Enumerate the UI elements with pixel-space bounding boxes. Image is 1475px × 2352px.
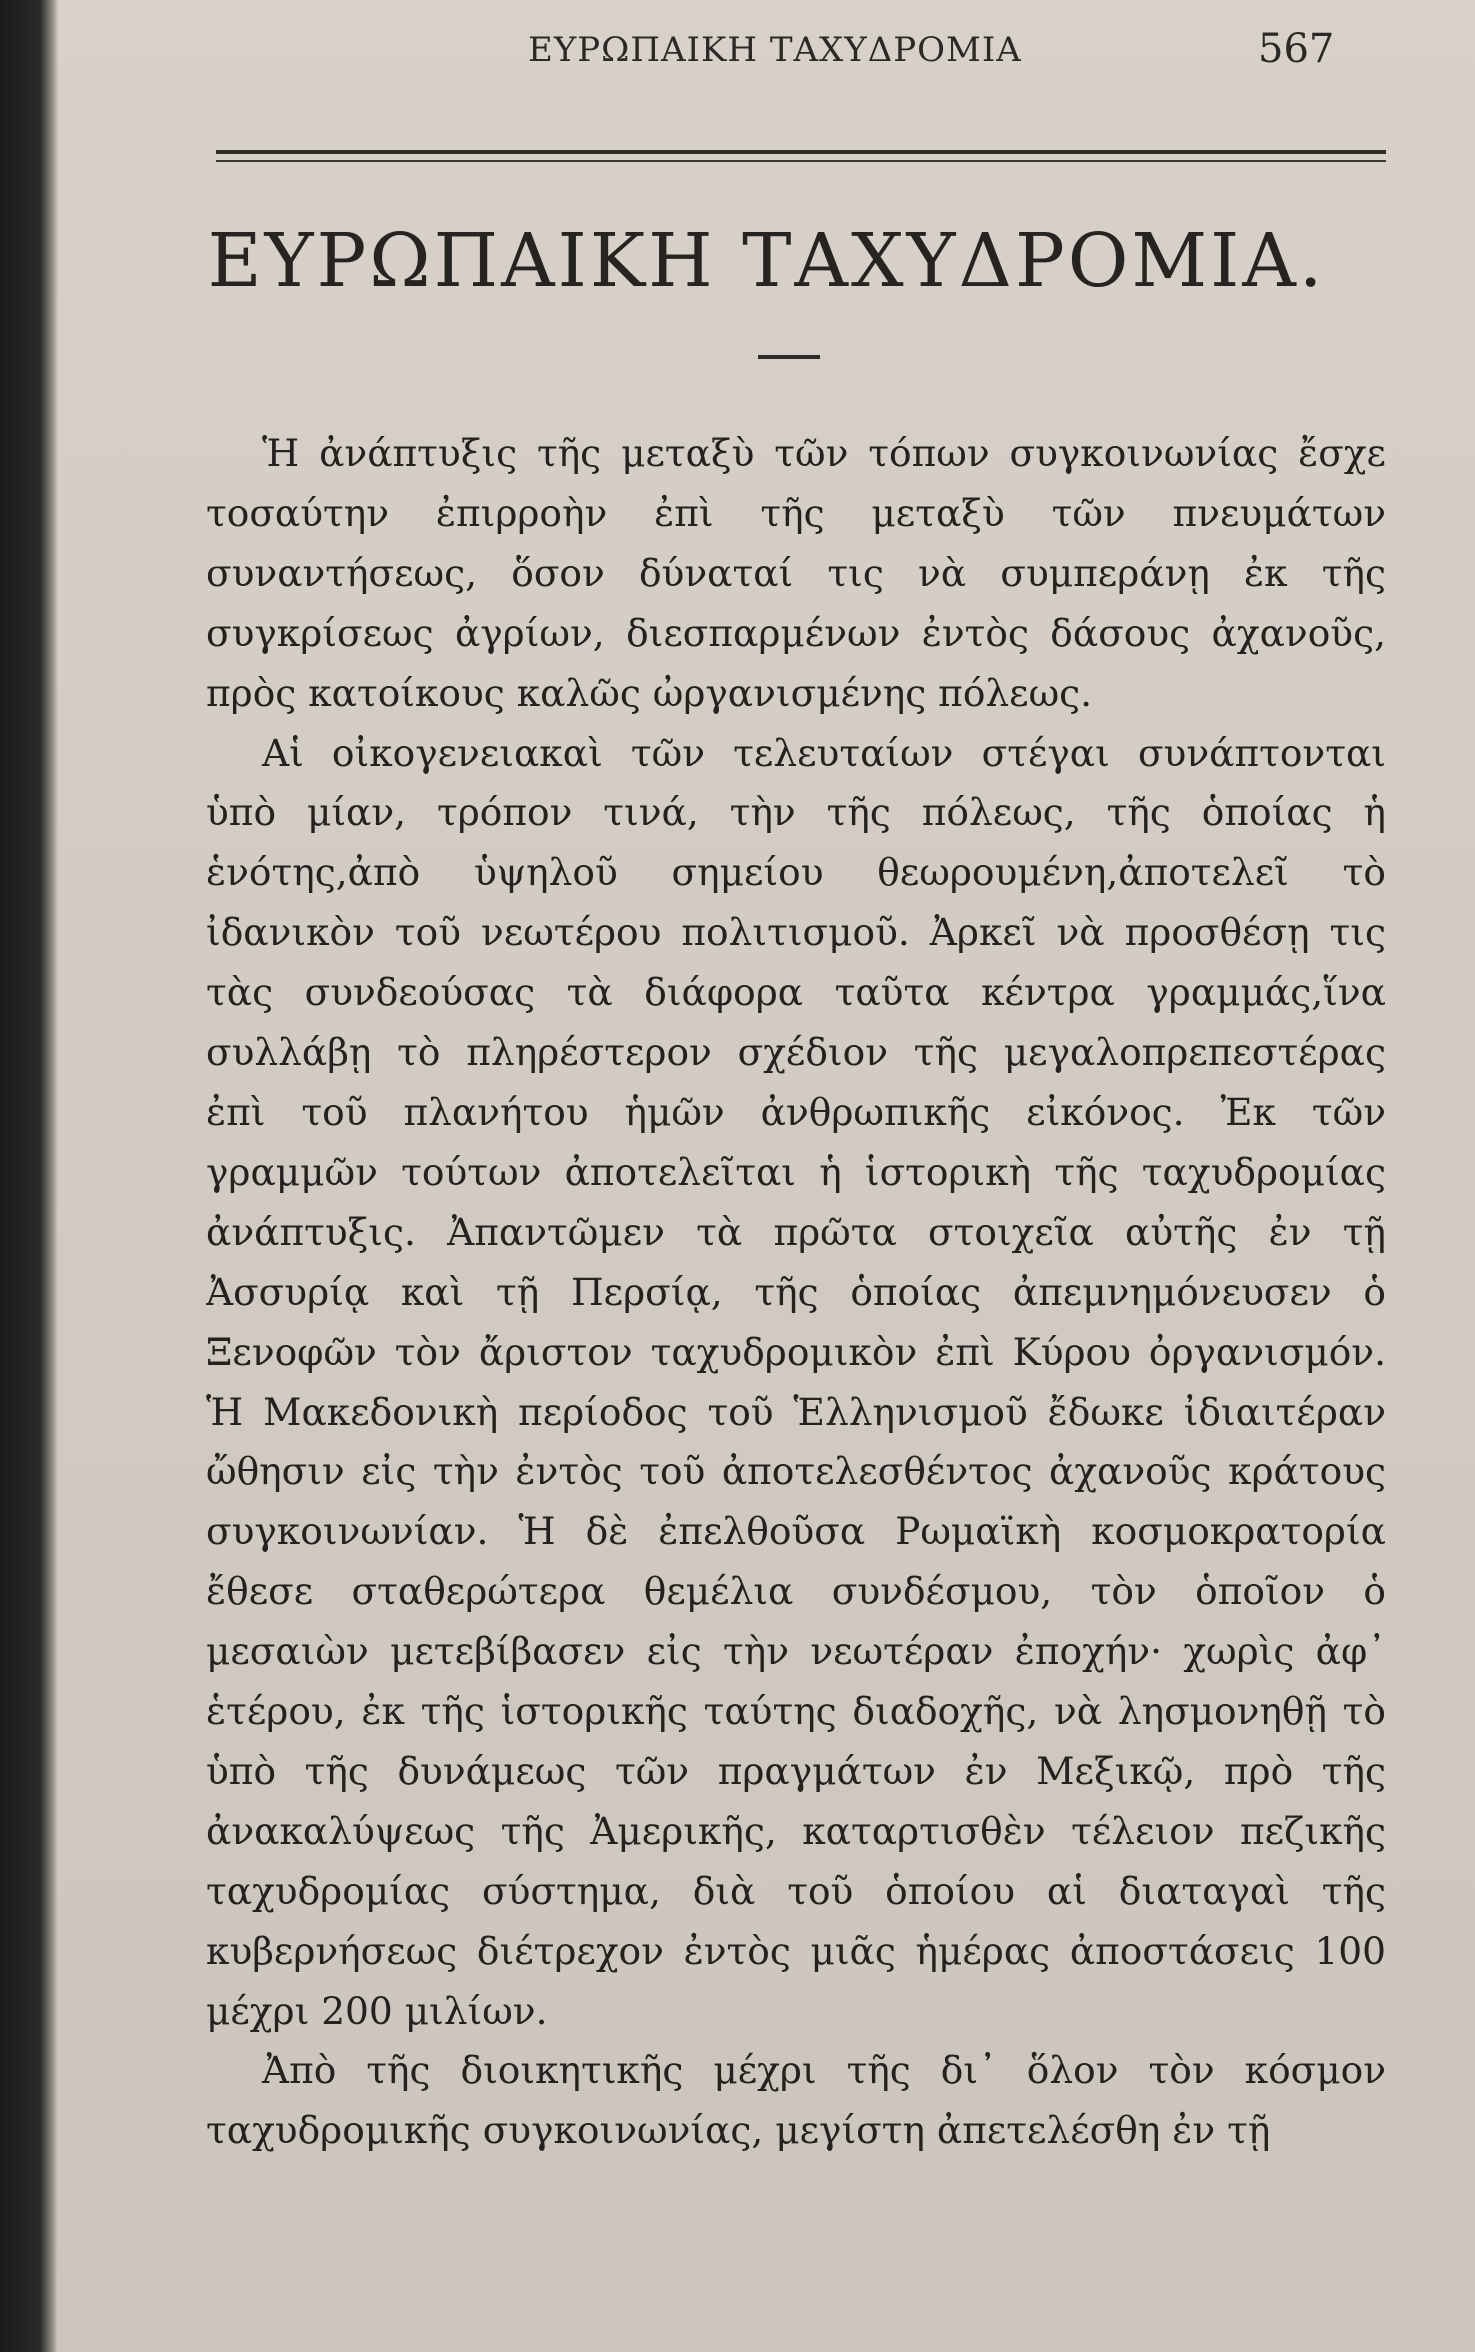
title-divider <box>758 355 820 359</box>
header-rule <box>216 150 1386 154</box>
book-spine-shadow <box>0 0 58 2352</box>
header-rule-thin <box>216 160 1386 162</box>
page-header <box>58 26 1368 90</box>
running-title: ΕΥΡΩΠΑΙΚΗ ΤΑΧΥΔΡΟΜΙΑ <box>528 30 1022 70</box>
book-page <box>58 0 1475 2352</box>
page-number: 567 <box>1258 26 1335 72</box>
paragraph: Αἱ οἰκογενειακαὶ τῶν τελευταίων στέγαι συνάπτονται ὑπὸ μίαν, τρόπον τινά, τὴν τῆς πόλεως, τῆς ὁποίας ἡ ἑνότης,ἀπὸ ὑψηλοῦ σημείου θεωρουμένη,ἀποτελεῖ τὸ ἰδανικὸν τοῦ νεωτέρου πολιτισμοῦ. Ἀρκεῖ νὰ προσθέσῃ τις τὰς συνδεούσας τὰ διάφορα ταῦτα κέντρα γραμμάς,ἵνα συλλάβῃ τὸ πληρέστερον σχέδιον τῆς μεγαλοπρεπεστέρας ἐπὶ τοῦ πλανήτου ἡμῶν ἀνθρωπικῆς εἰκόνος. Ἐκ τῶν γραμμῶν τούτων ἀποτελεῖται ἡ ἱστορικὴ τῆς ταχυδρομίας ἀνάπτυξις. Ἀπαντῶμεν τὰ πρῶτα στοιχεῖα αὐτῆς ἐν τῇ Ἀσσυρίᾳ καὶ τῇ Περσίᾳ, τῆς ὁποίας ἀπεμνημόνευσεν ὁ Ξενοφῶν τὸν ἄριστον ταχυδρομικὸν ἐπὶ Κύρου ὀργανισμόν. Ἡ Μακεδονικὴ περίοδος τοῦ Ἑλληνισμοῦ ἔδωκε ἰδιαιτέραν ὤθησιν εἰς τὴν ἐντὸς τοῦ ἀποτελεσθέντος ἀχανοῦς κράτους συγκοινωνίαν. Ἡ δὲ ἐπελθοῦσα Ρωμαϊκὴ κοσμοκρατορία ἔθεσε σταθερώτερα θεμέλια συνδέσμου, τὸν ὁποῖον ὁ μεσαιὼν μετεβίβασεν εἰς τὴν νεωτέραν ἐποχήν· χωρὶς ἀφ᾽ ἑτέρου, ἐκ τῆς ἱστορικῆς ταύτης διαδοχῆς, νὰ λησμονηθῇ τὸ ὑπὸ τῆς δυνάμεως τῶν πραγμάτων ἐν Μεξικῷ, πρὸ τῆς ἀνακαλύψεως τῆς Ἀμερικῆς, καταρτισθὲν τέλειον πεζικῆς ταχυδρομίας σύστημα, διὰ τοῦ ὁποίου αἱ διαταγαὶ τῆς κυβερνήσεως διέτρεχον ἐντὸς μιᾶς ἡμέρας ἀποστάσεις 100 μέχρι 200 μιλίων. <box>206 730 1386 2033</box>
article-body <box>206 424 1386 2244</box>
section-title: ΕΥΡΩΠΑΙΚΗ ΤΑΧΥΔΡΟΜΙΑ. <box>207 218 1326 304</box>
paragraph: Ἀπὸ τῆς διοικητικῆς μέχρι τῆς δι᾽ ὅλον τὸν κόσμον ταχυδρομικῆς συγκοινωνίας, μεγίστη ἀπετελέσθη ἐν τῇ <box>206 2048 1386 2153</box>
paragraph: Ἡ ἀνάπτυξις τῆς μεταξὺ τῶν τόπων συγκοινωνίας ἔσχε τοσαύτην ἐπιρροὴν ἐπὶ τῆς μεταξὺ τῶν πνευμάτων συναντήσεως, ὅσον δύναταί τις νὰ συμπεράνῃ ἐκ τῆς συγκρίσεως ἀγρίων, διεσπαρμένων ἐντὸς δάσους ἀχανοῦς, πρὸς κατοίκους καλῶς ὠργανισμένης πόλεως. <box>206 431 1386 715</box>
